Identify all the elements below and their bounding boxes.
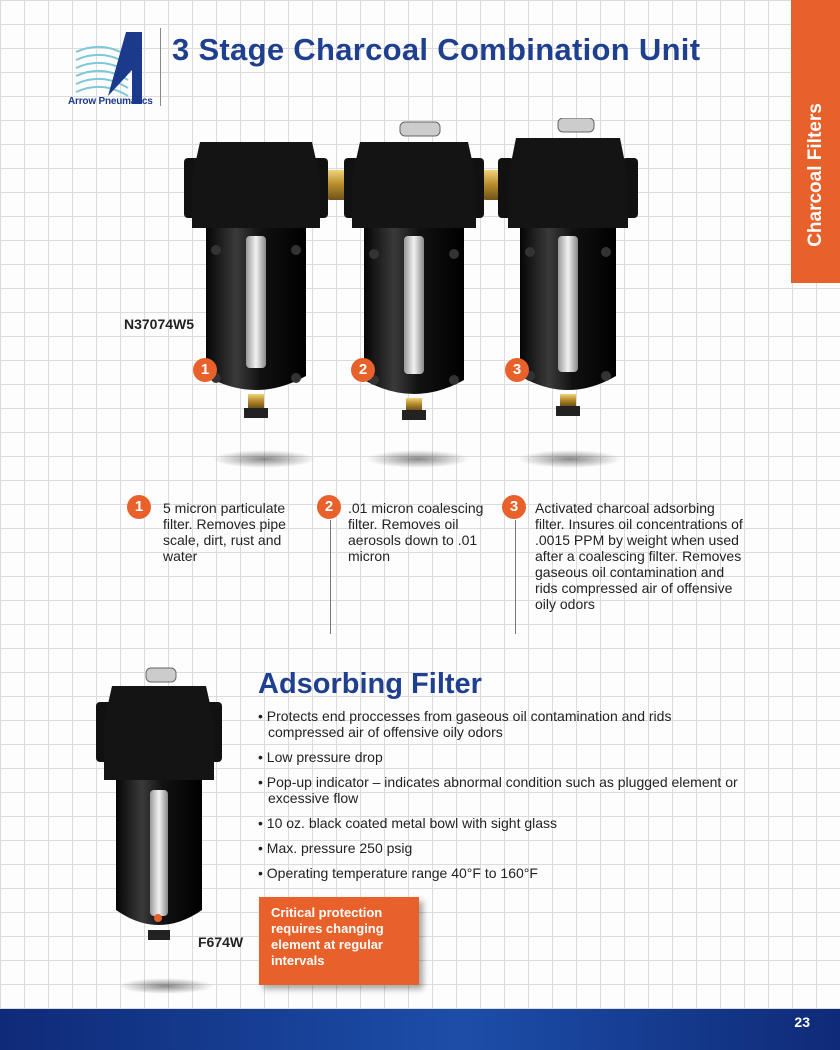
stage-2-description: .01 micron coalescing filter. Removes oil aerosols down to .01 micron (348, 500, 484, 564)
combo-model-number: N37074W5 (124, 316, 195, 332)
feature-item: • 10 oz. black coated metal bowl with sight glass (258, 815, 558, 831)
stage-3-description: Activated charcoal adsorbing filter. Insures oil concentrations of .0015 PPM by weight when used after a coalescing filter. Removes gaseous oil contamination and rids compressed air of offensive oily odors (535, 500, 743, 612)
header-divider (160, 28, 161, 106)
feature-list (258, 708, 738, 890)
feature-item: • Protects end proccesses from gaseous oil contamination and rids compressed air of offensive oily odors (258, 708, 672, 740)
unit-shadow (212, 450, 316, 468)
feature-item: • Max. pressure 250 psig (258, 840, 413, 856)
stage-1-badge: 1 (127, 495, 151, 519)
stage-2-badge: 2 (317, 495, 341, 519)
section-tab-label: Charcoal Filters (804, 103, 826, 247)
page-number: 23 (794, 1014, 810, 1030)
feature-item: • Pop-up indicator – indicates abnormal condition such as plugged element or excessive flow (258, 774, 738, 806)
brand-name: Arrow Pneumatics (68, 96, 153, 107)
combination-unit-image (180, 118, 640, 438)
adsorbing-filter-image (94, 662, 224, 952)
filter-shadow (118, 978, 214, 994)
page-title: 3 Stage Charcoal Combination Unit (172, 32, 701, 67)
feature-item: • Low pressure drop (258, 749, 383, 765)
column-divider (515, 520, 516, 634)
section-tab (791, 0, 840, 283)
callout-text: Critical protection requires changing element at regular intervals (271, 905, 384, 968)
unit-shadow (366, 450, 470, 468)
stage-1-description: 5 micron particulate filter. Removes pipe scale, dirt, rust and water (163, 500, 286, 564)
stage-3-marker: 3 (505, 358, 529, 382)
callout-box (259, 897, 419, 985)
stage-1-marker: 1 (193, 358, 217, 382)
stage-3-badge: 3 (502, 495, 526, 519)
adsorbing-model-number: F674W (198, 934, 244, 950)
column-divider (330, 520, 331, 634)
stage-2-marker: 2 (351, 358, 375, 382)
footer-bar (0, 1009, 840, 1050)
feature-item: • Operating temperature range 40°F to 160°F (258, 865, 538, 881)
section-heading: Adsorbing Filter (258, 668, 482, 700)
unit-shadow (518, 450, 622, 468)
